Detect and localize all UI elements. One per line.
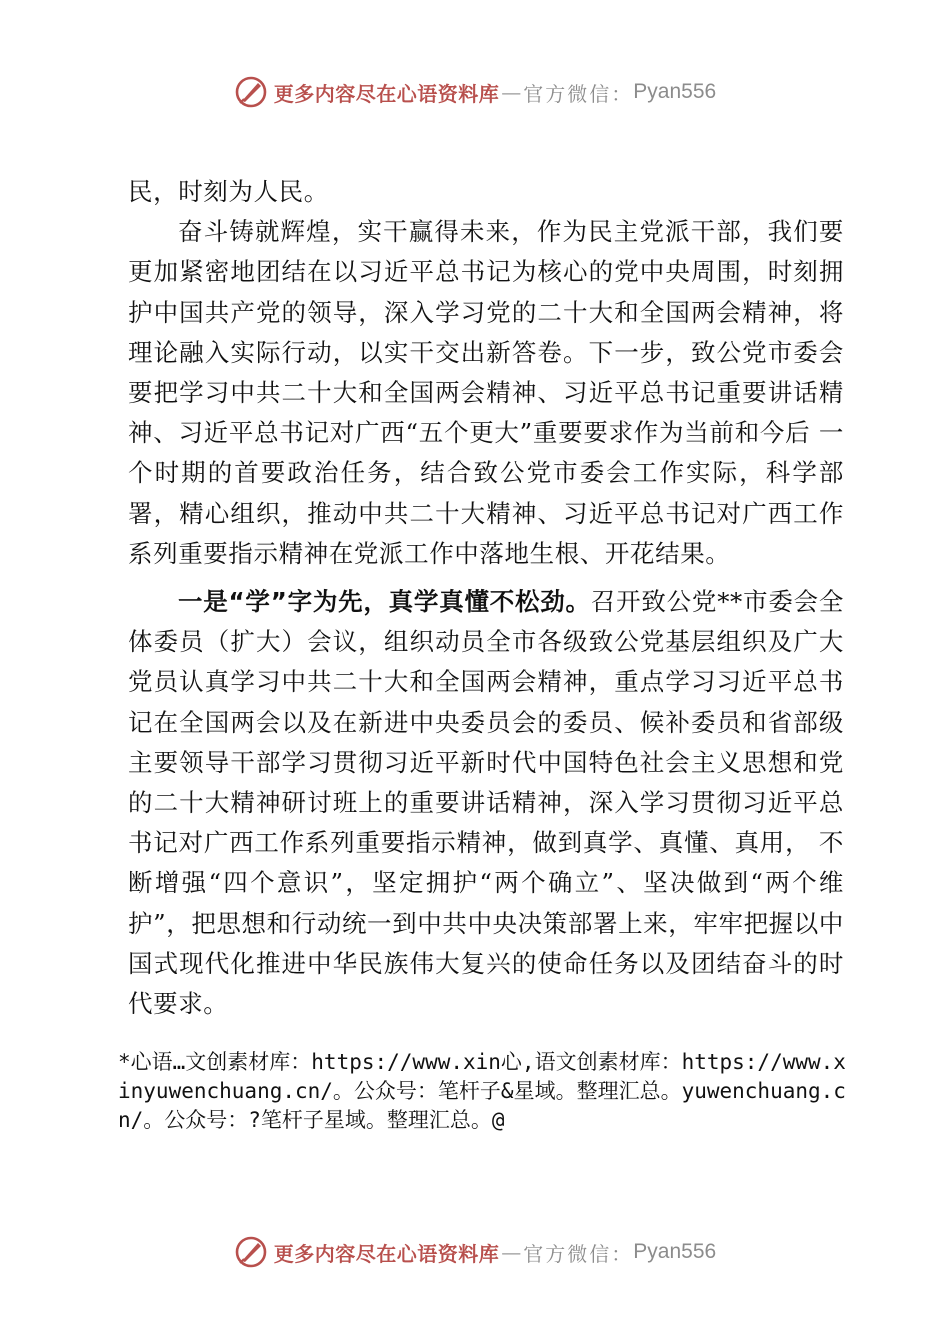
banner-separator: — bbox=[501, 1240, 522, 1264]
banner-wechat-id: Pyan556 bbox=[633, 1240, 717, 1263]
quill-logo-icon bbox=[234, 1235, 268, 1269]
quill-logo-icon bbox=[234, 75, 268, 109]
banner-wechat-label: 官方微信： bbox=[523, 1241, 634, 1266]
paragraph-point-one bbox=[128, 582, 844, 1024]
paragraph-continuation: 民，时刻为人民。 bbox=[128, 177, 329, 206]
point-one-body: 召开致公党**市委会全体委员（扩大）会议，组织动员全市各级致公党基层组织及广大党员认真学习中共二十大和全国两会精神，重点学习习近平总书记在全国两会以及在新进中央委员会的委员、候补委员和省部级主要领导干部学习贯彻习近平新时代中国特色社会主义思想和党的二十大精神研讨班上的重要讲话精神，深入学习贯彻习近平总书记对广西工作系列重要指示精神，做到真学、真懂、真用， 不断增强“四个意识”，坚定拥护“两个确立”、坚决做到“两个维护”，把思想和行动统一到中共中央决策部署上来，牢牢把握以中国式现代化推进中华民族伟大复兴的使命任务以及团结奋斗的时代要求。 bbox=[128, 587, 844, 1019]
banner-site-text: 更多内容尽在心语资料库 bbox=[273, 1241, 500, 1266]
point-one-heading: 一是“学”字为先，真学真懂不松劲。 bbox=[178, 587, 591, 617]
document-body bbox=[128, 172, 844, 1024]
paragraph-intro: 奋斗铸就辉煌，实干赢得未来，作为民主党派干部，我们要更加紧密地团结在以习近平总书记为核心的党中央周围，时刻拥护中国共产党的领导，深入学习党的二十大和全国两会精神，将理论融入实际行动，以实干交出新答卷。下一步，致公党市委会要把学习中共二十大和全国两会精神、习近平总书记重要讲话精神、习近平总书记对广西“五个更大”重要要求作为当前和今后 一个时期的首要政治任务，结合致公党市委会工作实际，科学部署，精心组织，推动中共二十大精神、习近平总书记对广西工作 系列重要指示精神在党派工作中落地生根、开花结果。 bbox=[128, 217, 844, 568]
banner-wechat-label: 官方微信： bbox=[523, 81, 634, 106]
footer-banner bbox=[0, 1230, 950, 1274]
header-banner bbox=[0, 70, 950, 114]
banner-wechat-id: Pyan556 bbox=[633, 80, 717, 103]
footer-source-note: *心语…文创素材库：https://www.xin心,语文创素材库：https://www.xinyuwenchuang.cn/。公众号：笔杆子&星域。整理汇总。yuwenchuang.cn/。公众号：?笔杆子星域。整理汇总。@ bbox=[118, 1050, 846, 1132]
banner-separator: — bbox=[501, 80, 522, 104]
banner-site-text: 更多内容尽在心语资料库 bbox=[273, 81, 500, 106]
